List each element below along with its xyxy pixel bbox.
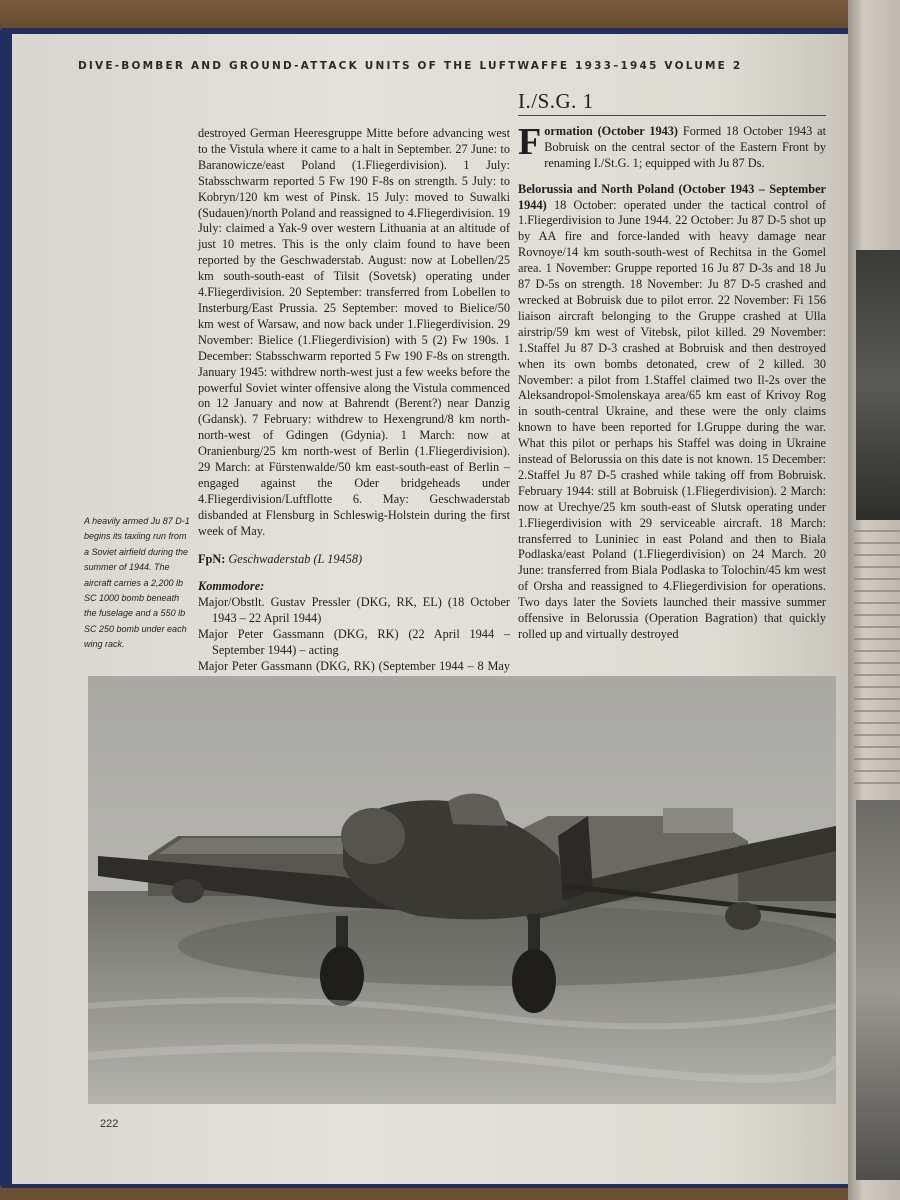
history-paragraph: destroyed German Heeresgruppe Mitte before advancing west to the Vistula where it came to a halt in September. 27 June: to Baranowicze/east Poland (1.Fliegerdivision). 1 July: Stabsschwarm reported 5 Fw 190 F-8s on strength. 5 July: to Kobryn/120 km west of Pinsk. 15 July: moved to Suwalki (Sudauen)/north Poland and reassigned to 4.Fliegerdivision. 19 July: claimed a Yak-9 over western Lithuania at an altitude of just 10 metres. This is the only claim found to have been reported by the Geschwaderstab. August: now at Lobellen/25 km south-south-east of Tilsit (Sovetsk) operating under 4.Fliegerdivision. 20 September: transferred from Lobellen to Insterburg/East Prussia. 25 September: moved to Bielice/50 km west of Warsaw, and now back under 1.Fliegerdivision. 29 November: Bielice (1.Fliegerdivision) with 5 (2) Fw 190s. 1 December: Stabsschwarm reported 5 Fw 190 F-8s on strength. January 1945: withdrew north-west just a few weeks before the powerful Soviet winter offensive along the Vistula commenced on 12 January and now at Bahrendt (Berent?) near Danzig (Gdansk). 7 February: withdrew to Hexengrund/8 km north-north-west of Gdingen (Gdynia). 1 March: now at Oranienburg/25 km north-west of Berlin (1.Fliegerdivision). 29 March: at Fürstenwalde/50 km east-south-east of Berlin – engaged against the Oder bridgeheads under 4.Fliegerdivision/Luftflotte 6. May: Geschwaderstab disbanded at Flensburg in Schleswig-Holstein during the first week of May. — [198, 126, 510, 538]
fpn-line — [198, 552, 510, 568]
right-text-column — [518, 89, 827, 643]
formation-heading: ormation (October 1943) — [544, 123, 679, 138]
kommodore-heading: Kommodore: — [198, 579, 265, 594]
fpn-value: Geschwaderstab (L 19458) — [228, 551, 363, 566]
formation-paragraph — [518, 120, 827, 172]
kommodore-item: Major Peter Gassmann (DKG, RK) (September 1944 – 8 May — [198, 659, 510, 673]
adjacent-caption-lines — [854, 530, 900, 790]
formation-text: Formed 18 October 1943 at Bobruisk on the central sector of the Eastern Front by renaming I./St.G. 1; equipped with Ju 87 Ds. — [544, 123, 827, 170]
fpn-label: FpN: — [198, 551, 226, 566]
section-title: I./S.G. 1 — [518, 94, 826, 116]
kommodore-item: Major Peter Gassmann (DKG, RK) (22 April 1944 – September 1944) – acting — [198, 627, 510, 658]
belorussia-text: 18 October: operated under the tactical control of 1.Fliegerdivision to June 1944. 22 October: Ju 87 D-5 shot up by AA fire and force-landed with heavy damage near Rovnoye/14 km south-south-west of Rechitsa in the Gomel area. 1 November: Gruppe reported 16 Ju 87 D-3s and 18 Ju 87 D-5s on strength. 18 November: Ju 87 D-5 crashed and wrecked at Bobruisk due to pilot error. 22 November: Fi 156 liaison aircraft belonging to the Gruppe crashed at Ulla airstrip/59 km west of Vitebsk, pilot killed. 29 November: 1.Staffel Ju 87 D-3 crashed at Bobruisk and then destroyed when its own bombs detonated, crew of 2 killed. 30 November: a pilot from 1.Staffel claimed two Il-2s over the Aleksandropol-Smolenskaya area/65 km east of Krivoy Rog in south-central Ukraine, and these were the only claims known to have been reported for I.Gruppe during the war. What this pilot or perhaps his Staffel was doing in Ukraine instead of Belorussia on this date is not known. 15 December: 2.Staffel Ju 87 D-5 crashed while taking off from Bobruisk. February 1944: still at Bobruisk (1.Fliegerdivision). 2 March: now at Urechye/25 km south-east of Slutsk operating under 1.Fliegerdivision with 29 serviceable aircraft. 18 March: transferred to Luniniec in east Poland and then to Biala Podlaska/east Poland (1.Fliegerdivision) on 24 March. 20 June: transferred from Biala Podlaska to Tolochin/45 km west of Orsha and reassigned to 4.Fliegerdivision for operations. Two days later the Soviets launched their massive summer offensive in Belorussia (Operation Bagration) that quickly rolled up and virtually destroyed — [518, 197, 827, 641]
belorussia-heading: Belorussia and North Poland (October 1943 – September 1944) — [518, 181, 826, 212]
aircraft-photo — [88, 676, 836, 1104]
adjacent-photo — [856, 250, 900, 520]
belorussia-paragraph — [518, 182, 826, 643]
photo-caption: A heavily armed Ju 87 D-1 begins its taxiing run from a Soviet airfield during the summer of 1944. The aircraft carries a 2,200 lb SC 1000 bomb beneath the fuselage and a 550 lb SC 250 bomb under each wing rack. — [84, 516, 190, 650]
drop-cap: F — [518, 120, 542, 163]
kommodore-item: Major/Obstlt. Gustav Pressler (DKG, RK, EL) (18 October 1943 – 22 April 1944) — [198, 595, 510, 626]
adjacent-photo — [856, 800, 900, 1180]
book-page — [12, 34, 850, 1184]
running-head: DIVE-BOMBER AND GROUND-ATTACK UNITS OF THE LUFTWAFFE 1933–1945 VOLUME 2 — [78, 60, 743, 72]
page-number: 222 — [100, 1118, 119, 1130]
left-text-column — [198, 126, 510, 691]
adjacent-page-edge — [848, 0, 900, 1200]
